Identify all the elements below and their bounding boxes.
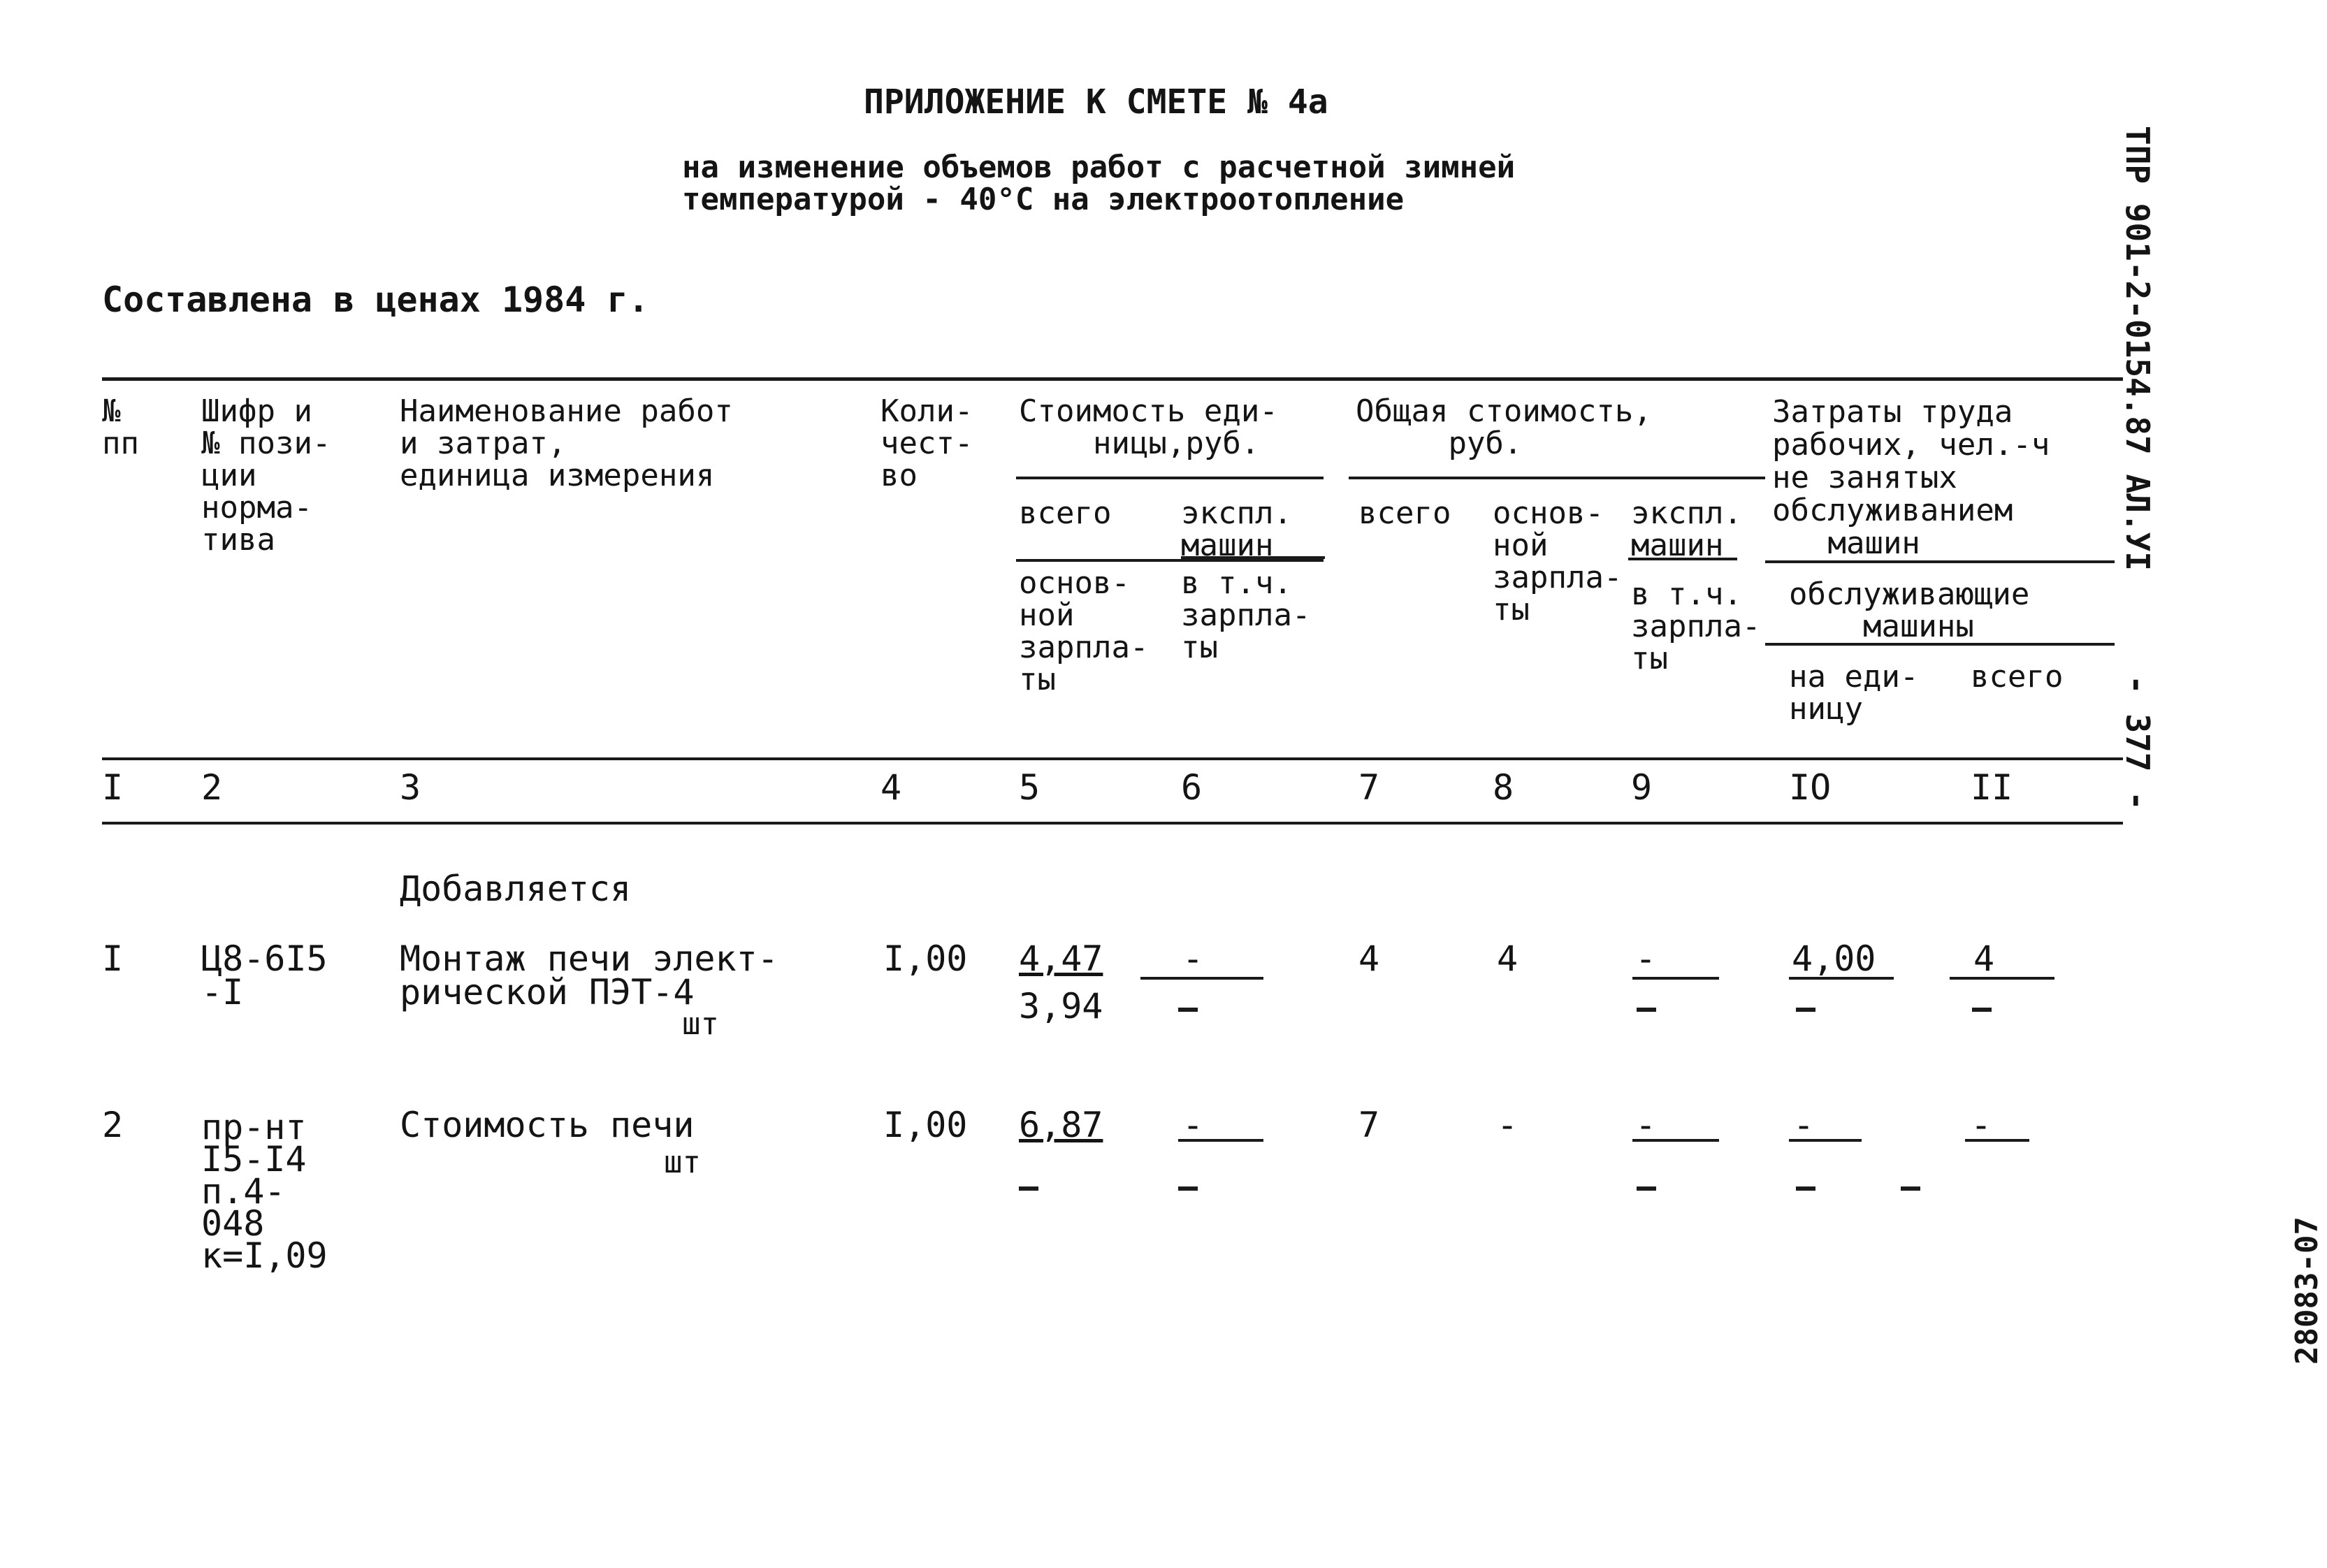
column-number-6: 6 — [1181, 767, 1203, 808]
row2-total-machines-rule — [1632, 1139, 1719, 1142]
side-document-code: ТПР 901-2-0154.87 АЛ.УI — [2119, 126, 2156, 571]
col-header-unit-wages: основ- ной зарпла- ты — [1019, 565, 1149, 697]
row1-labor-total-dash — [1972, 1008, 1992, 1012]
row2-labor-total: - — [1971, 1105, 1992, 1145]
document-title: ПРИЛОЖЕНИЕ К СМЕТЕ № 4а — [864, 82, 1328, 122]
col-header-total-machines: экспл. машин — [1631, 495, 1742, 563]
row2-unit-machines-rule — [1178, 1139, 1263, 1142]
row1-number: I — [102, 938, 124, 979]
col-header-unit-total: всего — [1019, 495, 1112, 531]
page-number: - 377 - — [2119, 675, 2156, 811]
row1-unit-machines: - — [1182, 938, 1204, 979]
row2-total-wages: - — [1497, 1105, 1518, 1145]
col-header-total: всего — [1358, 495, 1451, 531]
document-subtitle-line2: температурой - 40°С на электроотопление — [682, 182, 1405, 217]
document-subtitle-line1: на изменение объемов работ с расчетной зимней — [682, 150, 1516, 185]
row1-quantity: I,00 — [883, 938, 968, 979]
column-number-5: 5 — [1019, 767, 1041, 808]
row1-unit-wages: 3,94 — [1019, 986, 1103, 1026]
row2-code: пр-нт I5-I4 п.4- 048 к=I,09 — [201, 1107, 328, 1276]
row1-total: 4 — [1358, 938, 1380, 979]
row1-code: Ц8-6I5 -I — [201, 938, 328, 1012]
col-header-quantity: Коли- чест- во — [880, 393, 973, 493]
row2-number: 2 — [102, 1105, 124, 1145]
row2-labor-per-unit-dash — [1796, 1186, 1815, 1191]
row2-unit-wages-dash — [1019, 1186, 1038, 1191]
column-number-10: IO — [1789, 767, 1832, 808]
row1-unit-machine-wages-dash — [1178, 1008, 1198, 1012]
row2-unit: шт — [664, 1145, 701, 1180]
col-header-total-wages: основ- ной зарпла- ты — [1493, 495, 1623, 627]
row1-total-machine-wages-dash — [1637, 1008, 1656, 1012]
col-header-labor-per-unit: на еди- ницу — [1789, 659, 1919, 727]
col-header-labor-group: Затраты труда рабочих, чел.-ч не занятых обслуживанием машин — [1772, 394, 2050, 561]
col-header-unit-machines: экспл. машин — [1181, 495, 1292, 563]
section-label: Добавляется — [400, 869, 632, 909]
row2-unit-machines: - — [1182, 1105, 1204, 1145]
row2-labor-per-unit-rule — [1789, 1139, 1862, 1142]
row1-labor-total: 4 — [1973, 938, 1995, 979]
row1-labor-per-unit: 4,00 — [1792, 938, 1876, 979]
col-header-labor-subgroup: обслуживающие машины — [1789, 576, 2030, 644]
column-number-4: 4 — [880, 767, 902, 808]
row2-unit-total: 6,87 — [1019, 1105, 1103, 1145]
row2-total-machines: - — [1635, 1105, 1657, 1145]
col-header-total-machine-wages: в т.ч. зарпла- ты — [1631, 576, 1761, 676]
column-number-3: 3 — [400, 767, 421, 808]
col-header-number: № пп — [102, 393, 139, 461]
row1-total-wages: 4 — [1497, 938, 1518, 979]
column-number-9: 9 — [1631, 767, 1653, 808]
column-number-11: II — [1971, 767, 2013, 808]
row1-unit-machines-rule — [1140, 977, 1263, 980]
row1-total-machines: - — [1635, 938, 1657, 979]
row1-total-machines-rule — [1632, 977, 1719, 980]
row2-unit-machine-wages-dash — [1178, 1186, 1198, 1191]
column-number-1: I — [102, 767, 124, 808]
col-header-unit-machine-wages: в т.ч. зарпла- ты — [1181, 565, 1311, 665]
row2-labor-extra-dash — [1901, 1186, 1920, 1191]
col-header-labor-total: всего — [1971, 659, 2064, 695]
header-bottom-rule — [102, 757, 2123, 760]
row2-quantity: I,00 — [883, 1105, 968, 1145]
row2-labor-per-unit: - — [1793, 1105, 1815, 1145]
row2-total: 7 — [1358, 1105, 1380, 1145]
column-numbers-rule — [102, 822, 2123, 825]
row1-labor-per-unit-rule — [1789, 977, 1894, 980]
prices-note: Составлена в ценах 1984 г. — [102, 280, 649, 320]
row2-total-machine-wages-dash — [1637, 1186, 1656, 1191]
col-header-unit-cost-group: Стоимость еди- ницы,руб. — [1019, 393, 1278, 461]
row1-name: Монтаж печи элект- рической ПЭТ-4 — [400, 938, 778, 1012]
col-header-code: Шифр и № пози- ции норма- тива — [201, 393, 331, 558]
column-number-8: 8 — [1493, 767, 1514, 808]
table-top-rule — [102, 377, 2123, 381]
row2-name: Стоимость печи — [400, 1105, 695, 1145]
col-header-total-cost-group: Общая стоимость, руб. — [1356, 393, 1652, 461]
row1-labor-total-rule — [1950, 977, 2054, 980]
row1-unit-total: 4,47 — [1019, 938, 1103, 979]
row1-unit: шт — [682, 1006, 719, 1042]
column-number-7: 7 — [1358, 767, 1380, 808]
total-cost-group-rule — [1349, 477, 1765, 479]
unit-cost-group-rule — [1016, 477, 1324, 479]
row1-labor-per-unit-dash — [1796, 1008, 1815, 1012]
column-number-2: 2 — [201, 767, 223, 808]
col-header-name: Наименование работ и затрат, единица измерения — [400, 393, 733, 493]
archive-stamp-number: 28083-07 — [2289, 1217, 2325, 1365]
row2-labor-total-rule — [1965, 1139, 2029, 1142]
